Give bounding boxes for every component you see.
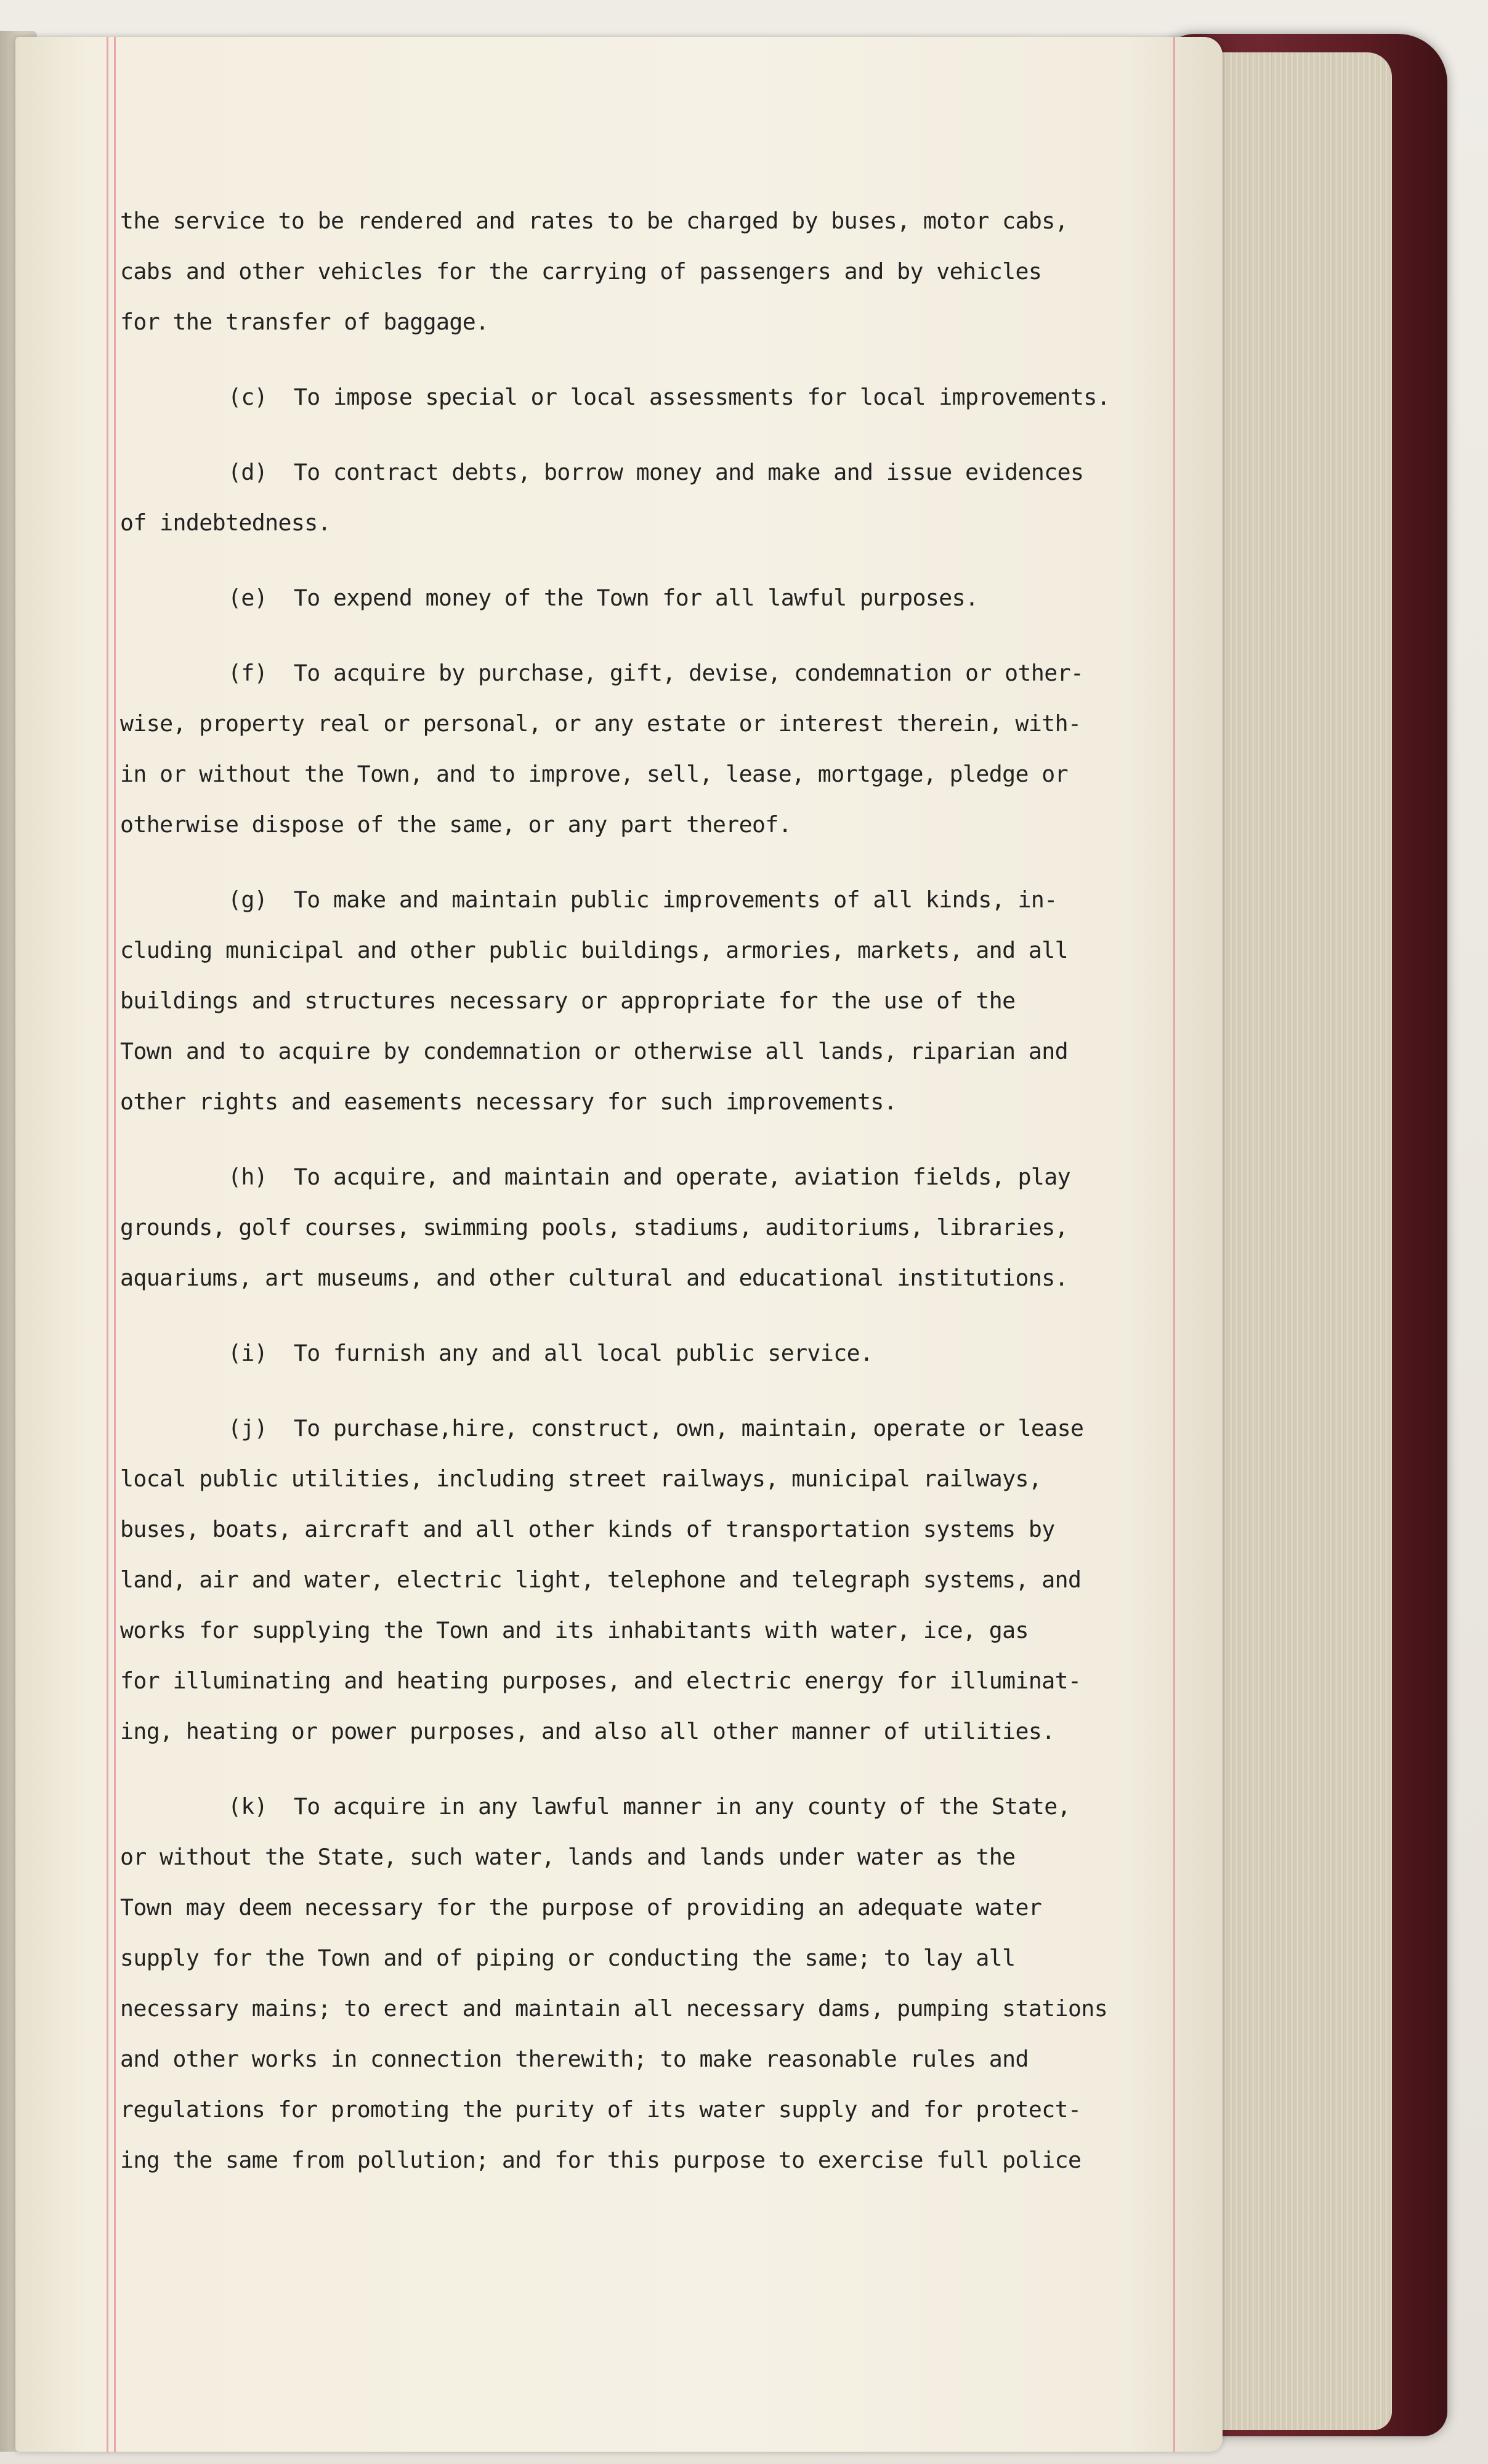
left-margin-rule-inner	[114, 37, 116, 2452]
paragraph	[120, 573, 1204, 623]
paragraph	[120, 648, 1204, 850]
text-line: Town may deem necessary for the purpose of providing an adequate water	[120, 1894, 1042, 1921]
text-line: grounds, golf courses, swimming pools, stadiums, auditoriums, libraries,	[120, 1214, 1068, 1241]
text-line: aquariums, art museums, and other cultural and educational institutions.	[120, 1265, 1068, 1291]
text-line: and other works in connection therewith; to make reasonable rules and	[120, 2046, 1029, 2072]
paragraph	[120, 1403, 1204, 1757]
text-line: or without the State, such water, lands and lands under water as the	[120, 1844, 1016, 1870]
paragraph	[120, 447, 1204, 548]
typed-text-body	[120, 196, 1204, 2210]
text-line: buildings and structures necessary or appropriate for the use of the	[120, 987, 1016, 1014]
text-line: for the transfer of baggage.	[120, 309, 489, 335]
text-line: Town and to acquire by condemnation or otherwise all lands, riparian and	[120, 1038, 1068, 1064]
text-line: supply for the Town and of piping or conducting the same; to lay all	[120, 1945, 1016, 1971]
text-line: otherwise dispose of the same, or any part thereof.	[120, 811, 792, 838]
text-line: of indebtedness.	[120, 509, 331, 536]
text-line: (d) To contract debts, borrow money and make and issue evidences	[228, 459, 1084, 485]
paragraph	[120, 196, 1204, 347]
text-line: buses, boats, aircraft and all other kinds of transportation systems by	[120, 1516, 1055, 1542]
text-line: (i) To furnish any and all local public service.	[228, 1340, 873, 1366]
text-line: cluding municipal and other public buildings, armories, markets, and all	[120, 937, 1068, 963]
left-margin-rule	[107, 37, 108, 2452]
text-line: necessary mains; to erect and maintain all necessary dams, pumping stations	[120, 1995, 1108, 2022]
text-line: regulations for promoting the purity of its water supply and for protect-	[120, 2096, 1082, 2123]
text-line: ing the same from pollution; and for this purpose to exercise full police	[120, 2147, 1082, 2173]
paragraph	[120, 372, 1204, 423]
text-line: (c) To impose special or local assessments for local improvements.	[228, 384, 1110, 410]
text-line: for illuminating and heating purposes, and electric energy for illuminat-	[120, 1668, 1082, 1694]
paragraph	[120, 1328, 1204, 1379]
text-line: the service to be rendered and rates to be charged by buses, motor cabs,	[120, 208, 1068, 234]
text-line: (k) To acquire in any lawful manner in any county of the State,	[228, 1793, 1070, 1820]
text-line: land, air and water, electric light, telephone and telegraph systems, and	[120, 1566, 1082, 1593]
text-line: cabs and other vehicles for the carrying of passengers and by vehicles	[120, 258, 1042, 285]
paragraph	[120, 1781, 1204, 2186]
paragraph	[120, 875, 1204, 1127]
text-line: (j) To purchase,hire, construct, own, maintain, operate or lease	[228, 1415, 1084, 1441]
text-line: wise, property real or personal, or any estate or interest therein, with-	[120, 710, 1082, 737]
text-line: ing, heating or power purposes, and also all other manner of utilities.	[120, 1718, 1055, 1745]
text-line: (f) To acquire by purchase, gift, devise, condemnation or other-	[228, 660, 1084, 686]
text-line: local public utilities, including street railways, municipal railways,	[120, 1465, 1042, 1492]
text-line: other rights and easements necessary for such improvements.	[120, 1088, 897, 1115]
text-line: (g) To make and maintain public improvements of all kinds, in-	[228, 886, 1057, 913]
paragraph	[120, 1152, 1204, 1303]
text-line: in or without the Town, and to improve, sell, lease, mortgage, pledge or	[120, 761, 1068, 787]
text-line: works for supplying the Town and its inhabitants with water, ice, gas	[120, 1617, 1029, 1643]
text-line: (h) To acquire, and maintain and operate, aviation fields, play	[228, 1164, 1070, 1190]
text-line: (e) To expend money of the Town for all lawful purposes.	[228, 585, 979, 611]
